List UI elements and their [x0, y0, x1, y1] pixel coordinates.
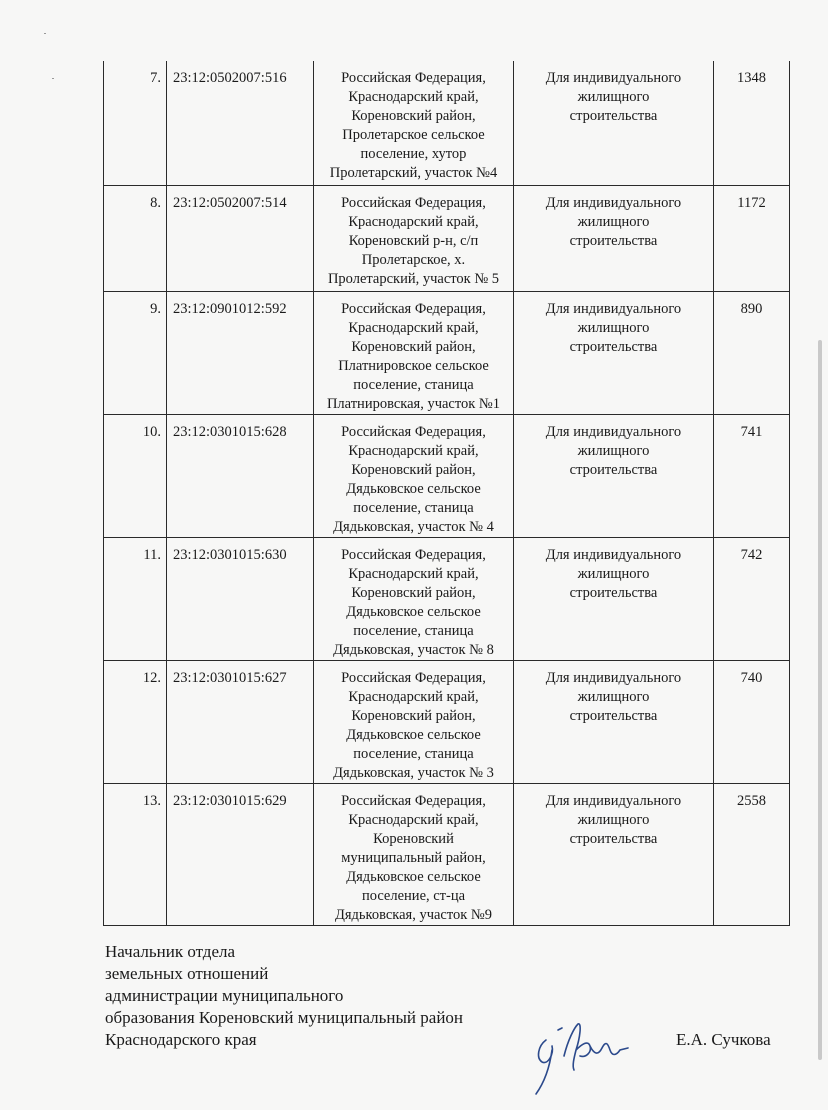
address-cell [314, 185, 514, 291]
address-line: Дядьковское сельское [346, 480, 481, 497]
address-line: Краснодарский край, [348, 688, 479, 705]
scan-speck [44, 33, 46, 34]
cadastral-number: 23:12:0502007:514 [167, 185, 314, 291]
address-line: Российская Федерация, [341, 423, 486, 440]
address-line: поселение, хутор [360, 146, 467, 162]
area-value: 1172 [714, 185, 790, 291]
area-value: 1348 [714, 61, 790, 185]
purpose-line: строительства [569, 707, 658, 724]
address-cell [314, 783, 514, 925]
purpose-line: жилищного [577, 319, 650, 336]
cadastral-number: 23:12:0901012:592 [167, 291, 314, 414]
row-number: 12. [104, 660, 167, 783]
signer-title-line: Начальник отдела [105, 942, 236, 961]
address-line: Пролетарское сельское [342, 127, 485, 143]
area-value: 742 [714, 537, 790, 660]
purpose-line: Для индивидуального [545, 300, 682, 317]
purpose-cell [514, 660, 714, 783]
purpose-line: строительства [569, 338, 658, 355]
address-line: Кореновский район, [351, 338, 476, 355]
purpose-cell [514, 537, 714, 660]
address-line: Пролетарское, х. [361, 251, 466, 268]
row-number: 11. [104, 537, 167, 660]
address-cell [314, 537, 514, 660]
address-line: Кореновский район, [351, 461, 476, 478]
row-number: 13. [104, 783, 167, 925]
handwritten-signature [528, 1010, 633, 1100]
address-line: Дядьковская, участок № 4 [333, 518, 494, 535]
purpose-cell [514, 414, 714, 537]
signer-title-line: земельных отношений [105, 964, 269, 983]
address-line: поселение, станица [353, 376, 474, 393]
address-line: Кореновский район, [351, 584, 476, 601]
purpose-line: Для индивидуального [545, 194, 682, 211]
signer-title-line: образования Кореновский муниципальный район [105, 1008, 464, 1027]
row-number: 10. [104, 414, 167, 537]
purpose-line: Для индивидуального [545, 669, 682, 686]
signer-title-line: Краснодарского края [105, 1030, 257, 1049]
purpose-cell [514, 185, 714, 291]
table-row [104, 783, 790, 925]
address-line: Краснодарский край, [348, 811, 479, 828]
address-line: Краснодарский край, [348, 89, 479, 105]
address-line: муниципальный район, [341, 849, 486, 866]
address-line: Пролетарский, участок № 5 [327, 270, 500, 287]
address-cell [314, 61, 514, 185]
address-line: Дядьковское сельское [346, 603, 481, 620]
table-row [104, 660, 790, 783]
area-value: 741 [714, 414, 790, 537]
address-line: Российская Федерация, [341, 546, 486, 563]
purpose-line: строительства [569, 830, 658, 847]
address-line: Дядьковская, участок № 8 [333, 641, 494, 658]
address-line: Кореновский [373, 830, 454, 847]
row-number: 8. [104, 185, 167, 291]
signature-block [105, 941, 463, 1051]
address-line: Дядьковская, участок №9 [334, 906, 493, 923]
purpose-line: жилищного [577, 89, 650, 105]
area-value: 2558 [714, 783, 790, 925]
address-line: Пролетарский, участок №4 [329, 165, 498, 181]
address-line: Российская Федерация, [341, 300, 486, 317]
cadastral-number: 23:12:0502007:516 [167, 61, 314, 185]
table-row [104, 537, 790, 660]
purpose-cell [514, 291, 714, 414]
address-line: Краснодарский край, [348, 319, 479, 336]
cadastral-number: 23:12:0301015:629 [167, 783, 314, 925]
land-plots-table [103, 61, 790, 926]
address-line: Дядьковское сельское [346, 868, 481, 885]
address-line: поселение, станица [353, 745, 474, 762]
purpose-line: строительства [569, 461, 658, 478]
address-line: поселение, ст-ца [361, 887, 466, 904]
address-line: Российская Федерация, [341, 70, 486, 86]
purpose-line: строительства [569, 232, 658, 249]
row-number: 9. [104, 291, 167, 414]
scan-speck [52, 78, 54, 79]
address-line: Кореновский район, [351, 707, 476, 724]
address-cell [314, 414, 514, 537]
table-row [104, 291, 790, 414]
cadastral-number: 23:12:0301015:627 [167, 660, 314, 783]
purpose-line: жилищного [577, 688, 650, 705]
cadastral-number: 23:12:0301015:630 [167, 537, 314, 660]
address-line: Российская Федерация, [341, 194, 486, 211]
address-line: поселение, станица [353, 499, 474, 516]
purpose-line: Для индивидуального [545, 546, 682, 563]
purpose-line: жилищного [577, 213, 650, 230]
address-line: поселение, станица [353, 622, 474, 639]
address-line: Платнировская, участок №1 [326, 395, 501, 412]
scrollbar[interactable] [818, 340, 822, 1060]
purpose-line: строительства [569, 584, 658, 601]
address-line: Кореновский р-н, с/п [348, 232, 479, 249]
address-line: Краснодарский край, [348, 565, 479, 582]
purpose-line: Для индивидуального [545, 70, 682, 86]
cadastral-number: 23:12:0301015:628 [167, 414, 314, 537]
area-value: 740 [714, 660, 790, 783]
address-cell [314, 291, 514, 414]
purpose-cell [514, 783, 714, 925]
purpose-cell [514, 61, 714, 185]
table-row [104, 61, 790, 185]
address-line: Российская Федерация, [341, 792, 486, 809]
table-row [104, 185, 790, 291]
purpose-line: строительства [569, 108, 658, 124]
address-line: Краснодарский край, [348, 213, 479, 230]
address-line: Краснодарский край, [348, 442, 479, 459]
purpose-line: Для индивидуального [545, 792, 682, 809]
signer-name: Е.А. Сучкова [676, 1030, 771, 1049]
address-line: Платнировское сельское [338, 357, 489, 374]
purpose-line: жилищного [577, 442, 650, 459]
address-cell [314, 660, 514, 783]
table-body [104, 61, 790, 925]
purpose-line: жилищного [577, 565, 650, 582]
row-number: 7. [104, 61, 167, 185]
table-row [104, 414, 790, 537]
address-line: Дядьковская, участок № 3 [333, 764, 494, 781]
signer-title-line: администрации муниципального [105, 986, 344, 1005]
area-value: 890 [714, 291, 790, 414]
purpose-line: жилищного [577, 811, 650, 828]
purpose-line: Для индивидуального [545, 423, 682, 440]
address-line: Дядьковское сельское [346, 726, 481, 743]
address-line: Российская Федерация, [341, 669, 486, 686]
address-line: Кореновский район, [351, 108, 476, 124]
